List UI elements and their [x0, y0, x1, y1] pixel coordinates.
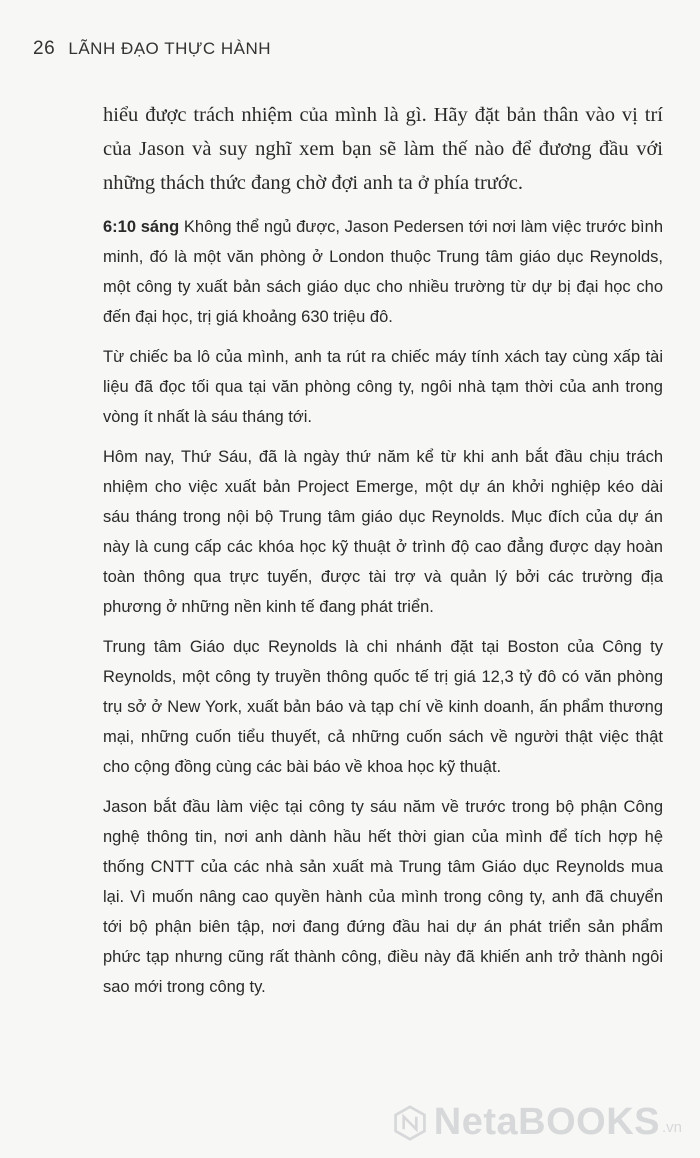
intro-paragraph: hiểu được trách nhiệm của mình là gì. Hãy đặt bản thân vào vị trí của Jason và suy nghĩ xem bạn sẽ làm thế nào để đương đầu với những thách thức đang chờ đợi anh ta ở phía trước. [103, 104, 663, 194]
paragraph-5: Jason bắt đầu làm việc tại công ty sáu năm về trước trong bộ phận Công nghệ thông tin, nơi anh dành hầu hết thời gian của mình để tích hợp hệ thống CNTT của các nhà sản xuất mà Trung tâm Giáo dục Reynolds mua lại. Vì muốn nâng cao quyền hành của mình trong công ty, anh đã chuyển tới bộ phận biên tập, nơi đang đứng đầu hai dự án phát triển sản phẩm phức tạp nhưng cũng rất thành công, điều này đã khiến anh trở thành ngôi sao mới trong công ty. [103, 798, 663, 996]
paragraph-4: Trung tâm Giáo dục Reynolds là chi nhánh đặt tại Boston của Công ty Reynolds, một công ty truyền thông quốc tế trị giá 12,3 tỷ đô có văn phòng trụ sở ở New York, xuất bản báo và tạp chí về kinh doanh, ấn phẩm thương mại, những cuốn tiểu thuyết, cả những cuốn sách về người thật việc thật cho cộng đồng cùng các bài báo về khoa học kỹ thuật. [103, 638, 663, 776]
running-header [33, 38, 271, 60]
neta-logo-icon [392, 1105, 428, 1141]
watermark-brand: NetaBOOKS [433, 1101, 660, 1143]
paragraph-text: Không thể ngủ được, Jason Pedersen tới nơi làm việc trước bình minh, đó là một văn phòng ở London thuộc Trung tâm giáo dục Reynolds, một công ty xuất bản sách giáo dục cho nhiều trường từ dự bị đại học cho đến đại học, trị giá khoảng 630 triệu đô. [103, 218, 663, 326]
paragraph-1 [103, 212, 663, 332]
running-title: LÃNH ĐẠO THỰC HÀNH [68, 39, 272, 58]
paragraph-3: Hôm nay, Thứ Sáu, đã là ngày thứ năm kể từ khi anh bắt đầu chịu trách nhiệm cho việc xuất bản Project Emerge, một dự án khởi nghiệp kéo dài sáu tháng trong nội bộ Trung tâm giáo dục Reynolds. Mục đích của dự án này là cung cấp các khóa học kỹ thuật ở trình độ cao đẳng được dạy hoàn toàn thông qua trực tuyến, được tài trợ và quản lý bởi các trường địa phương ở những nền kinh tế đang phát triển. [103, 448, 663, 616]
body-text [103, 98, 663, 1012]
paragraph-2: Từ chiếc ba lô của mình, anh ta rút ra chiếc máy tính xách tay cùng xấp tài liệu đã đọc tối qua tại văn phòng công ty, ngôi nhà tạm thời của anh trong vòng ít nhất là sáu tháng tới. [103, 348, 663, 426]
page-number: 26 [33, 38, 56, 59]
watermark-tld: .vn [661, 1119, 682, 1136]
time-label: 6:10 sáng [103, 218, 180, 236]
watermark [392, 1101, 682, 1144]
